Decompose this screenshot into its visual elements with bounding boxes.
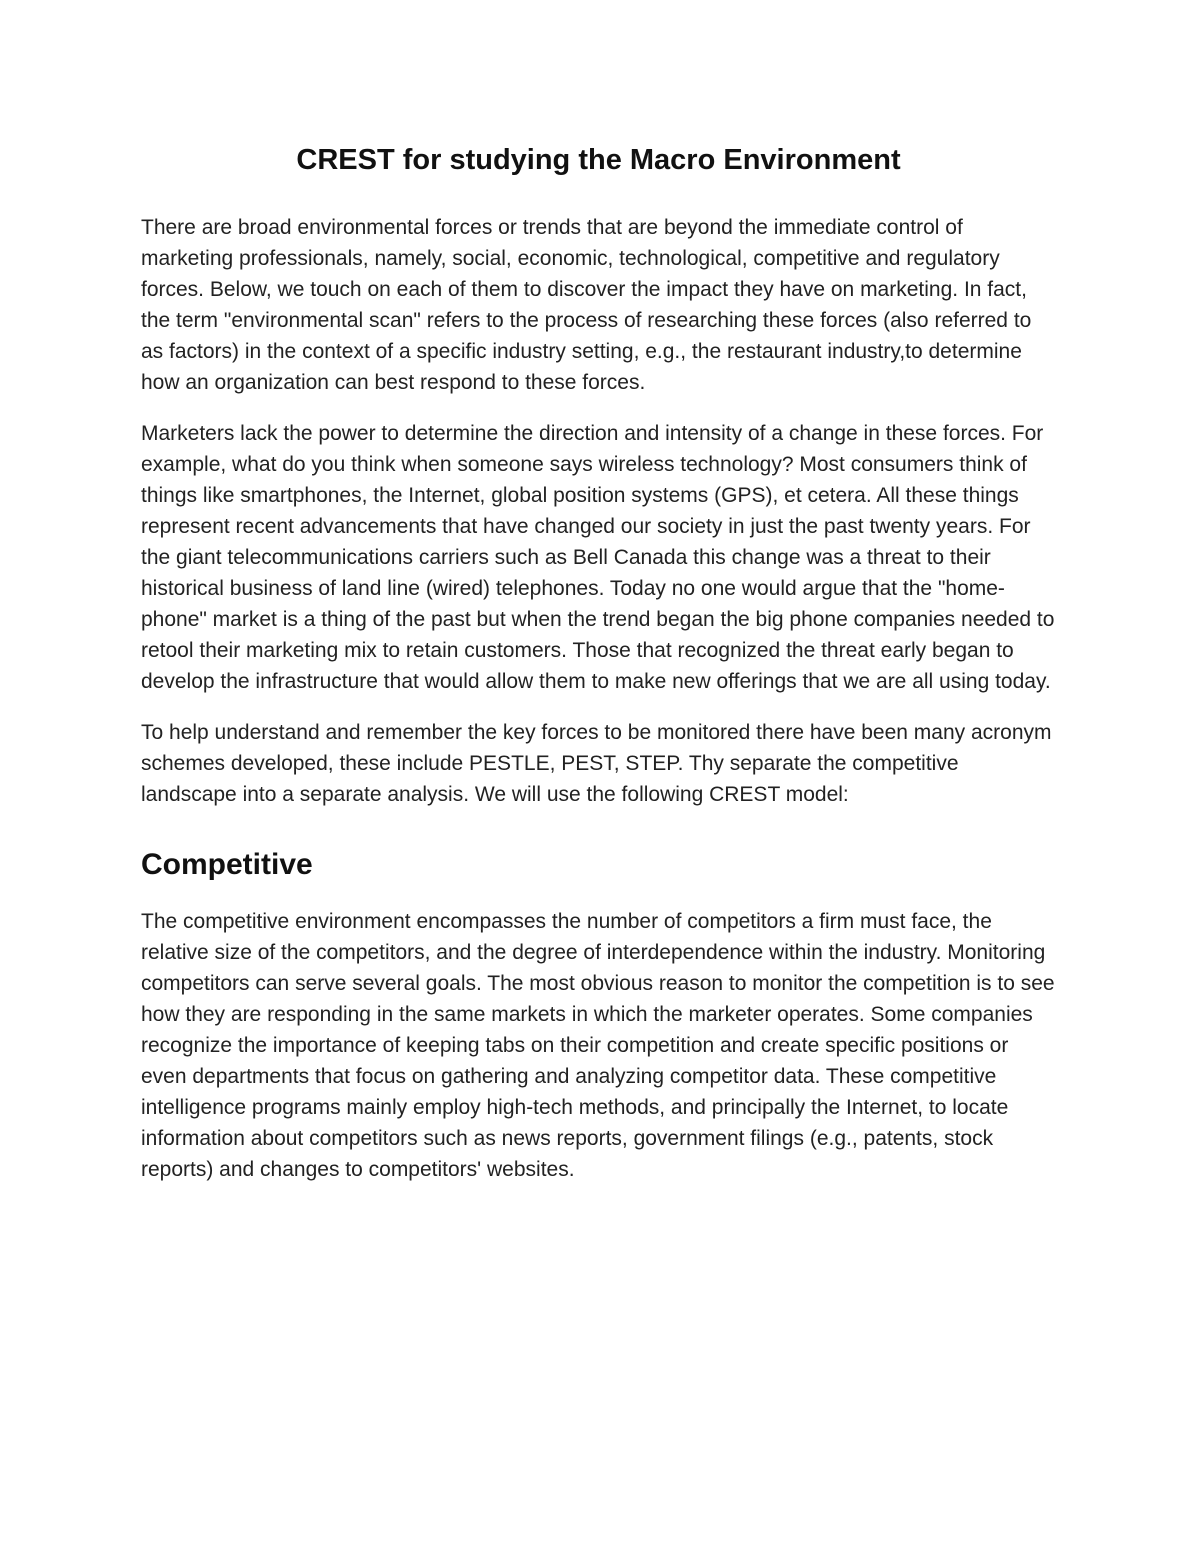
section-heading-competitive: Competitive xyxy=(141,848,313,881)
document-page xyxy=(141,138,1056,1205)
intro-paragraph-2: Marketers lack the power to determine the direction and intensity of a change in these forces. For example, what do you think when someone says wireless technology? Most consumers think of things like smartphones, the Internet, global position systems (GPS), et cetera. All these things represent recent advancements that have changed our society in just the past twenty years. For the giant telecommunications carriers such as Bell Canada this change was a threat to their historical business of land line (wired) telephones. Today no one would argue that the "home-phone" market is a thing of the past but when the trend began the big phone companies needed to retool their marketing mix to retain customers. Those that recognized the threat early began to develop the infrastructure that would allow them to make new offerings that we are all using today. xyxy=(141,422,1055,693)
intro-paragraph-3: To help understand and remember the key forces to be monitored there have been many acronym schemes developed, these include PESTLE, PEST, STEP. Thy separate the competitive landscape into a separate analysis. We will use the following CREST model: xyxy=(141,721,1052,806)
document-title: CREST for studying the Macro Environment xyxy=(296,144,901,176)
competitive-paragraph: The competitive environment encompasses the number of competitors a firm must face, the relative size of the competitors, and the degree of interdependence within the industry. Monitoring competitors can serve several goals. The most obvious reason to monitor the competition is to see how they are responding in the same markets in which the marketer operates. Some companies recognize the importance of keeping tabs on their competition and create specific positions or even departments that focus on gathering and analyzing competitor data. These competitive intelligence programs mainly employ high-tech methods, and principally the Internet, to locate information about competitors such as news reports, government filings (e.g., patents, stock reports) and changes to competitors' websites. xyxy=(141,910,1055,1181)
intro-paragraph-1: There are broad environmental forces or trends that are beyond the immediate control of marketing professionals, namely, social, economic, technological, competitive and regulatory forces. Below, we touch on each of them to discover the impact they have on marketing. In fact, the term "environmental scan" refers to the process of researching these forces (also referred to as factors) in the context of a specific industry setting, e.g., the restaurant industry,to determine how an organization can best respond to these forces. xyxy=(141,216,1032,394)
